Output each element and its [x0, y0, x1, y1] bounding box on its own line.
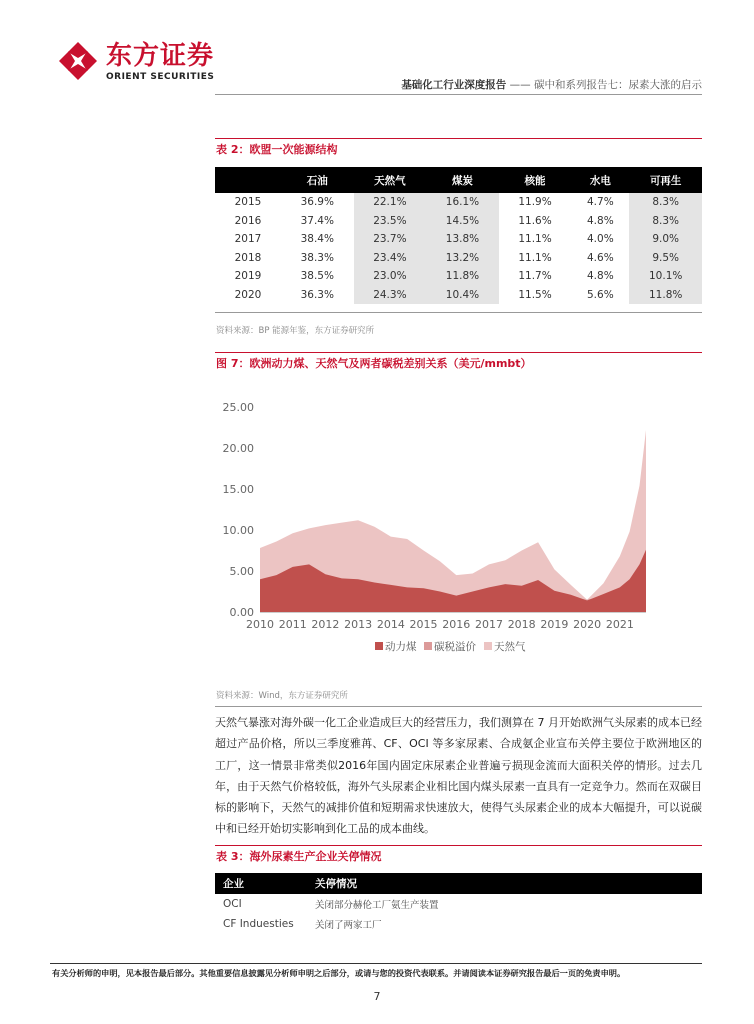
table-cell: 11.1%: [518, 251, 552, 264]
company-logo-icon: [57, 40, 99, 82]
table-header-cell: 企业: [215, 873, 307, 894]
table-header-row: [215, 873, 702, 894]
table-row: [215, 193, 702, 212]
table-cell: 10.1%: [629, 267, 702, 286]
table-cell: 5.6%: [587, 288, 614, 301]
x-tick-label: 2014: [376, 618, 405, 631]
table-cell: 11.6%: [518, 214, 552, 227]
table-row: [215, 212, 702, 231]
table-cell: 23.7%: [354, 230, 427, 249]
table2-source: 资料来源：BP 能源年鉴，东方证券研究所: [216, 326, 375, 336]
header-separator: ——: [506, 79, 534, 91]
legend-swatch: [424, 642, 432, 650]
table-cell: 13.8%: [426, 230, 499, 249]
figure7-bottom-divider: [215, 706, 702, 707]
table3-divider: [215, 845, 702, 846]
table-header-row: [215, 167, 702, 193]
table-header-cell: 水电: [571, 167, 629, 193]
table-cell: 36.3%: [300, 288, 334, 301]
table-header-cell: 核能: [499, 167, 572, 193]
table-cell: 14.5%: [426, 212, 499, 231]
table-cell: 23.5%: [354, 212, 427, 231]
table-cell: CF Induesties: [223, 918, 294, 930]
table-cell: 10.4%: [426, 286, 499, 305]
figure7-divider: [215, 352, 702, 353]
table-header-cell: 石油: [281, 167, 354, 193]
table-cell: 24.3%: [354, 286, 427, 305]
legend-swatch: [484, 642, 492, 650]
table-cell: 13.2%: [426, 249, 499, 268]
company-name-en: ORIENT SECURITIES: [106, 72, 215, 82]
table-cell: 11.5%: [518, 288, 552, 301]
table-header-cell: 煤炭: [426, 167, 499, 193]
report-type: 基础化工行业深度报告: [401, 79, 507, 91]
table-cell: 2015: [234, 196, 262, 209]
table-cell: 2016: [234, 214, 262, 227]
table-cell: 22.1%: [354, 193, 427, 212]
table-cell: 8.3%: [629, 212, 702, 231]
x-tick-label: 2017: [474, 618, 503, 631]
legend-label: 碳税溢价: [434, 641, 476, 653]
table-cell: 11.7%: [518, 270, 552, 283]
table-header-cell: 天然气: [354, 167, 427, 193]
x-tick-label: 2018: [507, 618, 536, 631]
table-cell: 4.6%: [587, 251, 614, 264]
table-cell: 23.0%: [354, 267, 427, 286]
table-row: [215, 914, 702, 934]
x-tick-label: 2015: [409, 618, 438, 631]
table-cell: 2018: [234, 251, 262, 264]
x-tick-label: 2013: [344, 618, 373, 631]
table-cell: 2019: [234, 270, 262, 283]
report-header: [401, 78, 702, 92]
table2-bottom-border: [215, 312, 702, 313]
table2-divider: [215, 138, 702, 139]
table-row: [215, 894, 702, 914]
table-cell: 关闭了两家工厂: [315, 920, 382, 931]
x-tick-label: 2010: [246, 618, 274, 631]
table-cell: 4.0%: [587, 233, 614, 246]
x-tick-label: 2012: [311, 618, 340, 631]
table-cell: 11.8%: [629, 286, 702, 305]
y-tick-label: 20.00: [222, 442, 254, 455]
y-tick-label: 5.00: [229, 565, 254, 578]
table-header-cell: [215, 167, 281, 193]
table2-title: 表 2：欧盟一次能源结构: [216, 143, 338, 156]
energy-structure-table: [215, 167, 702, 304]
x-tick-label: 2011: [278, 618, 307, 631]
table-cell: 2017: [234, 233, 262, 246]
table-cell: 9.0%: [629, 230, 702, 249]
header-divider: [215, 94, 702, 95]
table-cell: 2020: [234, 288, 262, 301]
table-header-cell: 关停情况: [307, 873, 702, 894]
table-cell: 4.8%: [587, 270, 614, 283]
legend-label: 动力煤: [385, 641, 417, 653]
figure7-source: 资料来源：Wind，东方证券研究所: [216, 691, 348, 701]
table-cell: 11.8%: [426, 267, 499, 286]
table-cell: 11.9%: [518, 196, 552, 209]
plant-shutdown-table: [215, 873, 702, 934]
y-tick-label: 0.00: [229, 606, 254, 619]
table-cell: 11.1%: [518, 233, 552, 246]
figure7-title: 图 7：欧洲动力煤、天然气及两者碳税差别关系（美元/mmbt）: [216, 357, 532, 370]
energy-price-chart: [215, 395, 702, 665]
y-tick-label: 15.00: [222, 483, 254, 496]
footer-disclaimer: 有关分析师的申明，见本报告最后部分。其他重要信息披露见分析师申明之后部分，或请与您的投资代表联系。并请阅读本证券研究报告最后一页的免责申明。: [52, 968, 626, 978]
company-name-cn: 东方证券: [106, 41, 215, 71]
table-cell: 9.5%: [629, 249, 702, 268]
legend-label: 天然气: [494, 641, 526, 653]
body-paragraph: 天然气暴涨对海外碳一化工企业造成巨大的经营压力，我们测算在 7 月开始欧洲气头尿素的成本已经超过产品价格，所以三季度雅苒、CF、OCI 等多家尿素、合成氨企业宣布关停主要位于欧洲地区的工厂，这一情景非常类似2016年国内固定床尿素企业普遍亏损现金流而大面积关停的情形。过去几年，由于天然气价格较低，海外气头尿素企业相比国内煤头尿素一直具有一定竞争力。然而在双碳目标的影响下，天然气的减排价值和短期需求快速放大，使得气头尿素企业的成本大幅提升，可以说碳中和已经开始切实影响到化工品的成本曲线。: [215, 716, 702, 836]
table3-title: 表 3：海外尿素生产企业关停情况: [216, 850, 382, 863]
x-tick-label: 2021: [605, 618, 634, 631]
table-header-cell: 可再生: [629, 167, 702, 193]
y-tick-label: 10.00: [222, 524, 254, 537]
page-number: 7: [373, 990, 381, 1003]
table-cell: 关闭部分赫伦工厂氨生产装置: [315, 900, 439, 911]
x-tick-label: 2019: [540, 618, 569, 631]
table-cell: 38.5%: [300, 270, 334, 283]
x-tick-label: 2016: [442, 618, 471, 631]
table-cell: 8.3%: [629, 193, 702, 212]
table-cell: 23.4%: [354, 249, 427, 268]
table-cell: 38.4%: [300, 233, 334, 246]
table-row: [215, 230, 702, 249]
table-cell: 4.7%: [587, 196, 614, 209]
table-row: [215, 267, 702, 286]
table-cell: 36.9%: [300, 196, 334, 209]
x-tick-label: 2020: [573, 618, 602, 631]
table-cell: 38.3%: [300, 251, 334, 264]
table-cell: 37.4%: [300, 214, 334, 227]
table-cell: OCI: [223, 898, 242, 910]
table-cell: 4.8%: [587, 214, 614, 227]
y-tick-label: 25.00: [222, 401, 254, 414]
report-series: 碳中和系列报告七：尿素大涨的启示: [534, 79, 702, 91]
table-cell: 16.1%: [426, 193, 499, 212]
table-row: [215, 286, 702, 305]
footer-divider: [50, 963, 702, 964]
table-row: [215, 249, 702, 268]
legend-swatch: [375, 642, 383, 650]
